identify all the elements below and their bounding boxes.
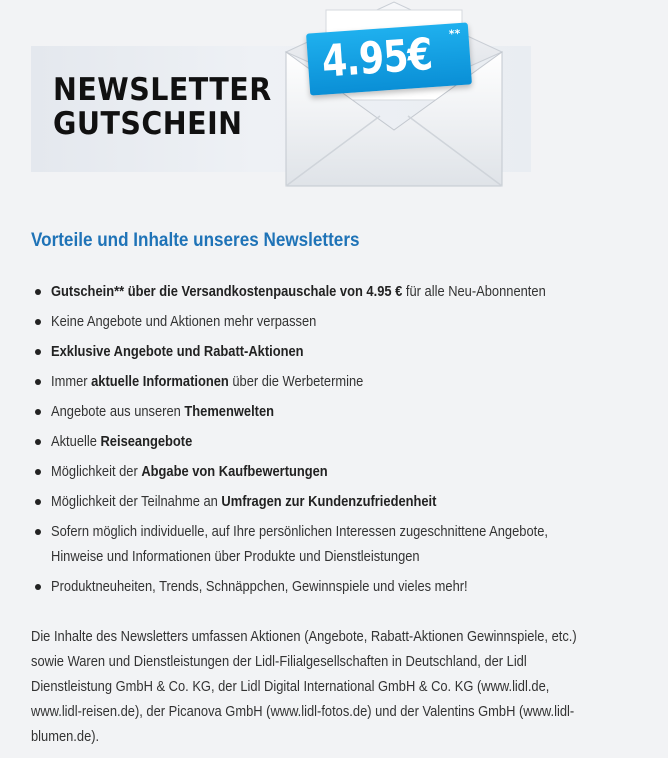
price-footnote-marker: **: [448, 26, 461, 41]
benefit-text-regular: für alle Neu-Abonnenten: [402, 283, 546, 300]
newsletter-description: Die Inhalte des Newsletters umfassen Aktionen (Angebote, Rabatt-Aktionen Gewinnspiele, etc.) sowie Waren und Dienstleistungen der Lidl-Filialgesellschaften in Deutschland, der Lidl Dienstleistung GmbH & Co. KG, der Lidl Digital International GmbH & Co. KG (www.lidl.de, www.lidl-reisen.de), der Picanova GmbH (www.lidl-fotos.de) und der Valentins GmbH (www.lidl-blumen.de).: [31, 628, 577, 745]
benefit-item: [31, 429, 631, 454]
benefit-item: [31, 309, 631, 334]
benefit-text-regular: Möglichkeit der: [51, 463, 142, 480]
benefit-item: [31, 369, 631, 394]
benefit-text-bold: Themenwelten: [184, 403, 275, 420]
benefit-text-regular: Angebote aus unseren: [51, 403, 185, 420]
price-value: 4.95€: [320, 29, 434, 88]
price-badge: [306, 22, 472, 95]
section-heading: Vorteile und Inhalte unseres Newsletters: [31, 230, 360, 251]
benefit-text-regular: Immer: [51, 373, 92, 390]
benefit-item: [31, 489, 631, 514]
banner-title: NEWSLETTER GUTSCHEIN: [53, 72, 272, 142]
benefit-text-bold: Abgabe von Kaufbewertungen: [141, 463, 328, 480]
benefit-text-regular: Keine Angebote und Aktionen mehr verpassen: [51, 313, 317, 330]
benefit-text: [51, 519, 584, 569]
benefit-text-regular: Produktneuheiten, Trends, Schnäppchen, Gewinnspiele und vieles mehr!: [51, 578, 468, 595]
benefit-text-bold: Umfragen zur Kundenzufriedenheit: [221, 493, 437, 510]
benefit-text: [51, 279, 584, 304]
benefits-list: [31, 279, 631, 604]
benefit-text: [51, 399, 584, 424]
benefit-text: [51, 429, 584, 454]
benefit-text: [51, 309, 584, 334]
benefit-item: [31, 459, 631, 484]
benefit-item: [31, 399, 631, 424]
benefit-item: [31, 279, 631, 304]
benefit-text: [51, 574, 584, 599]
benefit-text-regular: Möglichkeit der Teilnahme an: [51, 493, 222, 510]
benefit-text-bold: Reiseangebote: [100, 433, 193, 450]
benefit-text: [51, 459, 584, 484]
benefit-text: [51, 369, 584, 394]
benefit-text-bold: aktuelle Informationen: [91, 373, 229, 390]
benefit-text: [51, 489, 584, 514]
benefit-item: [31, 339, 631, 364]
benefit-item: [31, 574, 631, 599]
benefit-item: [31, 519, 631, 569]
benefit-text-regular: Aktuelle: [51, 433, 101, 450]
benefit-text-bold: Gutschein** über die Versandkostenpauschale von 4.95 €: [51, 283, 403, 300]
benefit-text-bold: Exklusive Angebote und Rabatt-Aktionen: [51, 343, 304, 360]
benefit-text: [51, 339, 584, 364]
benefit-text-regular: Sofern möglich individuelle, auf Ihre persönlichen Interessen zugeschnittene Angebote, Hinweise und Informationen über Produkte und Dienstleistungen: [51, 523, 548, 565]
benefit-text-regular: über die Werbetermine: [228, 373, 364, 390]
